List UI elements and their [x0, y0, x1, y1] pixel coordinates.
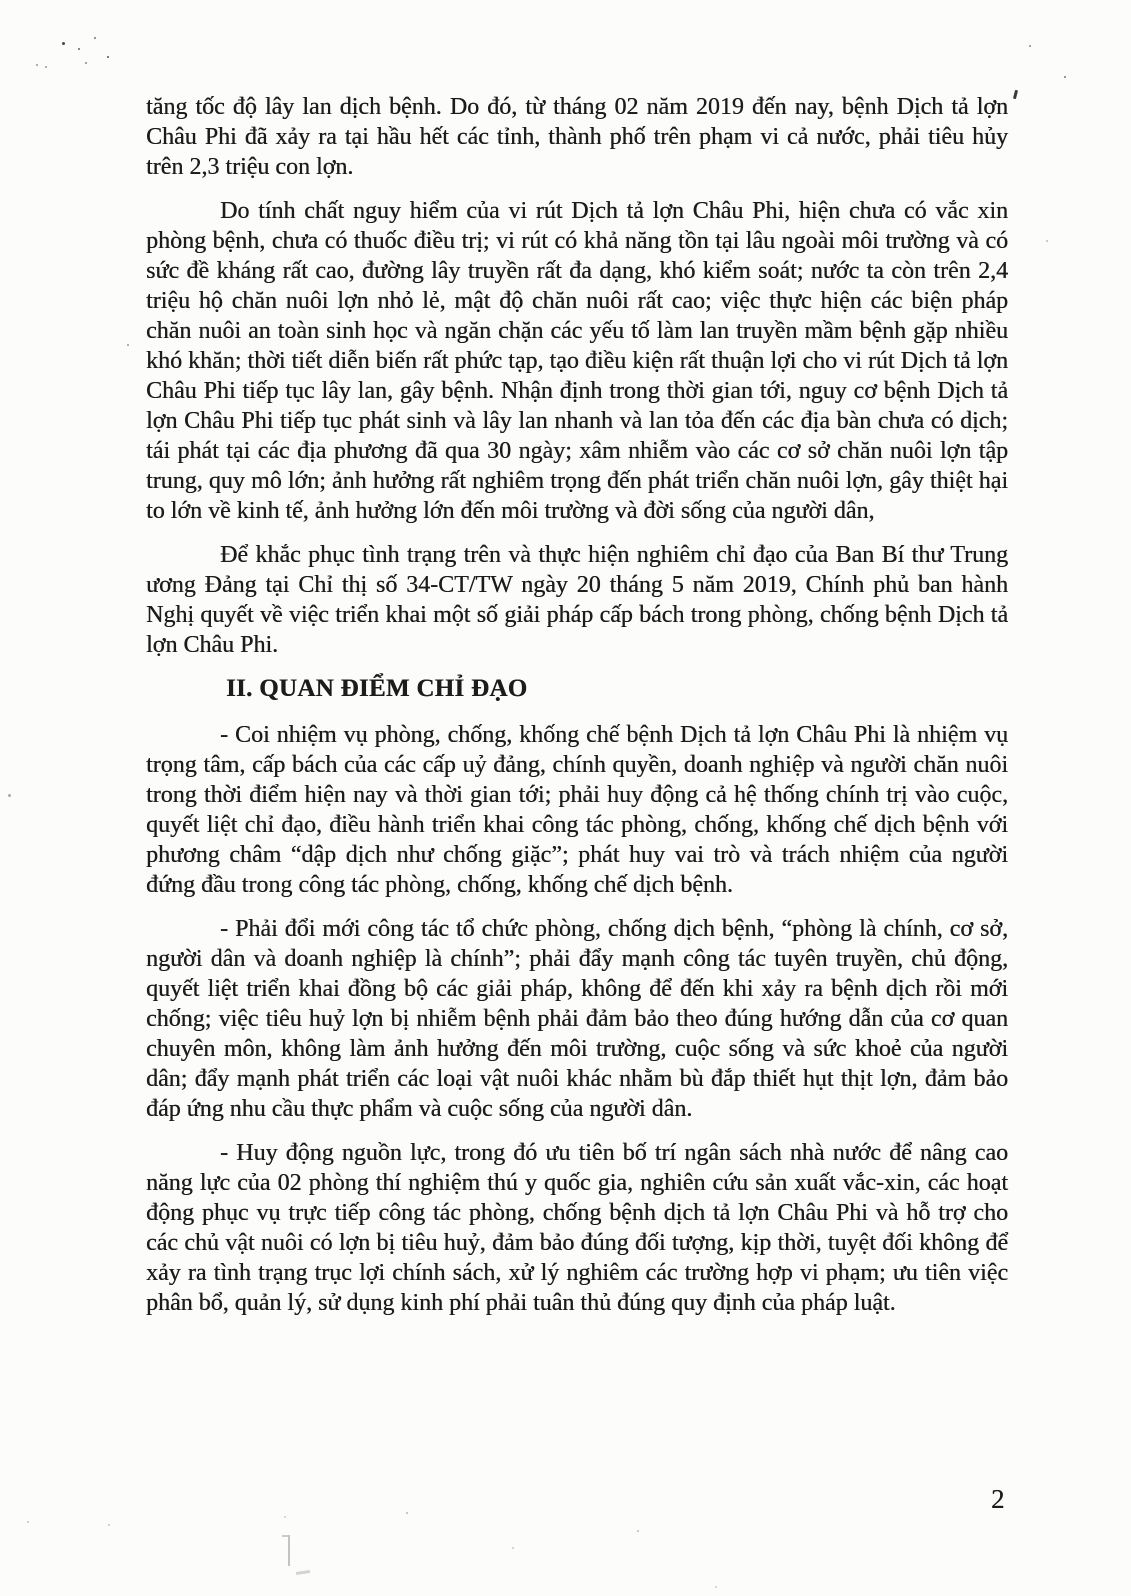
scan-artifact-tick	[1013, 90, 1018, 99]
paragraph: Để khắc phục tình trạng trên và thực hiện nghiêm chỉ đạo của Ban Bí thư Trung ương Đảng tại Chỉ thị số 34-CT/TW ngày 20 tháng 5 năm 2019, Chính phủ ban hành Nghị quyết về việc triển khai một số giải pháp cấp bách trong phòng, chống bệnh Dịch tả lợn Châu Phi.	[146, 542, 1008, 658]
scan-speckle	[85, 62, 87, 64]
paragraph: Do tính chất nguy hiểm của vi rút Dịch tả lợn Châu Phi, hiện chưa có vắc xin phòng bệnh, chưa có thuốc điều trị; vi rút có khả năng tồn tại lâu ngoài môi trường và có sức đề kháng rất cao, đường lây truyền rất đa dạng, khó kiểm soát; nước ta còn trên 2,4 triệu hộ chăn nuôi lợn nhỏ lẻ, mật độ chăn nuôi rất cao; việc thực hiện các biện pháp chăn nuôi an toàn sinh học và ngăn chặn các yếu tố làm lan truyền mầm bệnh gặp nhiều khó khăn; thời tiết diễn biến rất phức tạp, tạo điều kiện rất thuận lợi cho vi rút Dịch tả lợn Châu Phi tiếp tục lây lan, gây bệnh. Nhận định trong thời gian tới, nguy cơ bệnh Dịch tả lợn Châu Phi tiếp tục phát sinh và lây lan nhanh và lan tỏa đến các địa bàn chưa có dịch; tái phát tại các địa phương đã qua 30 ngày; xâm nhiễm vào các cơ sở chăn nuôi lợn tập trung, quy mô lớn; ảnh hưởng rất nghiêm trọng đến phát triển chăn nuôi lợn, gây thiệt hại to lớn về kinh tế, ảnh hưởng lớn đến môi trường và đời sống của người dân,	[146, 198, 1008, 524]
paragraph-bullet: - Huy động nguồn lực, trong đó ưu tiên bố trí ngân sách nhà nước để nâng cao năng lực của 02 phòng thí nghiệm thú y quốc gia, nghiên cứu sản xuất vắc-xin, các hoạt động phục vụ trực tiếp công tác phòng, chống bệnh dịch tả lợn Châu Phi và hỗ trợ cho các chủ vật nuôi có lợn bị tiêu huỷ, đảm bảo đúng đối tượng, kịp thời, tuyệt đối không để xảy ra tình trạng trục lợi chính sách, xử lý nghiêm các trường hợp vi phạm; ưu tiên việc phân bổ, quản lý, sử dụng kinh phí phải tuân thủ đúng quy định của pháp luật.	[146, 1140, 1008, 1316]
scan-speckle	[45, 66, 47, 68]
scan-speckle	[406, 1512, 408, 1514]
scan-speckle	[284, 1516, 286, 1518]
paragraph-continuation: tăng tốc độ lây lan dịch bệnh. Do đó, từ tháng 02 năm 2019 đến nay, bệnh Dịch tả lợn Châu Phi đã xảy ra tại hầu hết các tỉnh, thành phố trên phạm vi cả nước, phải tiêu hủy trên 2,3 triệu con lợn.	[146, 94, 1008, 180]
scan-speckle	[8, 794, 11, 797]
scan-speckle	[108, 1524, 110, 1526]
scan-speckle	[62, 42, 65, 45]
scan-artifact-bracket	[288, 1535, 290, 1566]
scan-speckle	[715, 1586, 717, 1588]
scan-speckle	[1064, 76, 1066, 78]
scan-speckle	[94, 37, 96, 39]
scan-speckle	[27, 1521, 29, 1523]
section-heading: II. QUAN ĐIỂM CHỈ ĐẠO	[226, 675, 528, 702]
scan-speckle	[1029, 45, 1031, 47]
scan-speckle	[36, 64, 38, 66]
scan-artifact-smudge	[296, 1570, 310, 1575]
page-number: 2	[991, 1484, 1005, 1514]
scan-speckle	[107, 56, 109, 58]
scan-speckle	[637, 1530, 639, 1532]
scan-speckle	[127, 344, 129, 346]
scan-speckle	[1046, 240, 1048, 242]
scan-speckle	[78, 48, 80, 50]
paragraph-bullet: - Coi nhiệm vụ phòng, chống, khống chế bệnh Dịch tả lợn Châu Phi là nhiệm vụ trọng tâm, cấp bách của các cấp uỷ đảng, chính quyền, doanh nghiệp và người chăn nuôi trong thời điểm hiện nay và thời gian tới; phải huy động cả hệ thống chính trị vào cuộc, quyết liệt chỉ đạo, điều hành triển khai công tác phòng, chống, khống chế dịch bệnh với phương châm “dập dịch như chống giặc”; phát huy vai trò và trách nhiệm của người đứng đầu trong công tác phòng, chống, khống chế dịch bệnh.	[146, 722, 1008, 898]
scan-speckle	[512, 1547, 514, 1549]
paragraph-bullet: - Phải đổi mới công tác tổ chức phòng, chống dịch bệnh, “phòng là chính, cơ sở, người dân và doanh nghiệp là chính”; phải đẩy mạnh công tác tuyên truyền, chủ động, quyết liệt triển khai đồng bộ các giải pháp, không để đến khi xảy ra bệnh dịch rồi mới chống; việc tiêu huỷ lợn bị nhiễm bệnh phải đảm bảo theo đúng hướng dẫn của cơ quan chuyên môn, không làm ảnh hưởng đến môi trường, cuộc sống và sức khoẻ của người dân; đẩy mạnh phát triển các loại vật nuôi khác nhằm bù đắp thiết hụt thịt lợn, đảm bảo đáp ứng nhu cầu thực phẩm và cuộc sống của người dân.	[146, 916, 1008, 1122]
document-body	[146, 92, 1008, 1332]
